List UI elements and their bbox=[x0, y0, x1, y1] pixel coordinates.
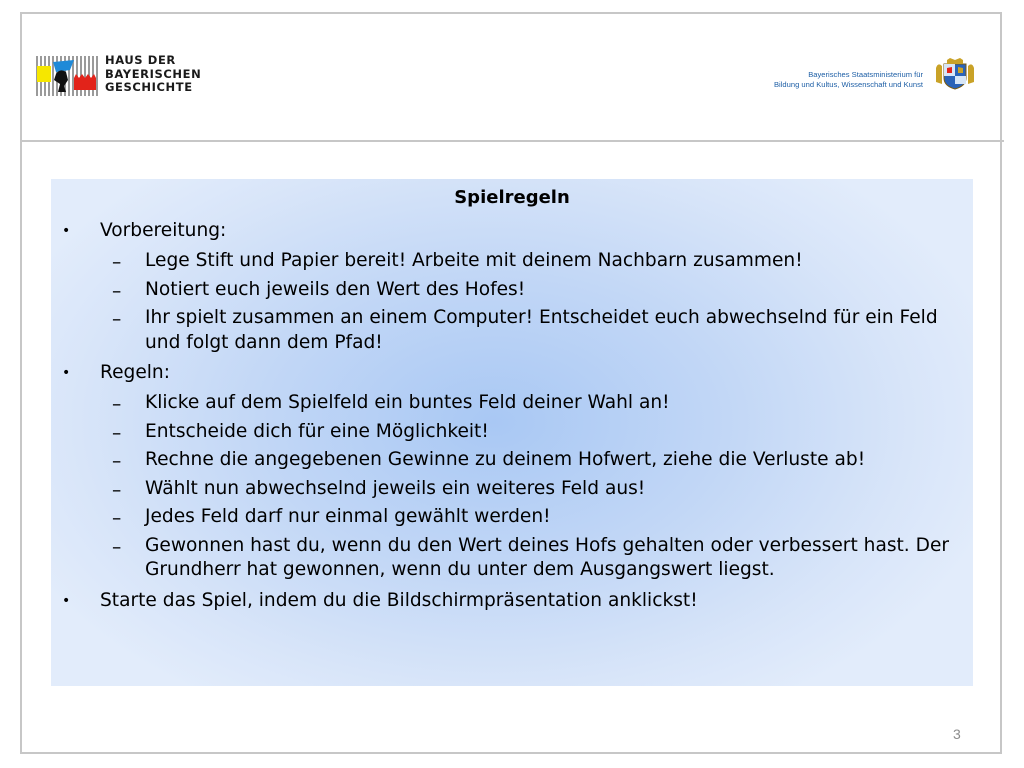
dash-icon: – bbox=[112, 280, 122, 302]
list-item bbox=[51, 477, 973, 502]
dash-icon: – bbox=[112, 536, 122, 558]
list-item bbox=[51, 448, 973, 473]
logo-line-3: GESCHICHTE bbox=[105, 80, 193, 94]
list-item-text: Notiert euch jeweils den Wert des Hofes! bbox=[145, 278, 526, 300]
list-item-text: Jedes Feld darf nur einmal gewählt werden! bbox=[145, 506, 551, 527]
ministry-line-2: Bildung und Kultus, Wissenschaft und Kunst bbox=[773, 80, 923, 89]
logo-line-2: BAYERISCHEN bbox=[105, 66, 202, 81]
list-item bbox=[51, 534, 973, 583]
slide-number: 3 bbox=[953, 726, 961, 742]
ministry-line-1: Bayerisches Staatsministerium für bbox=[808, 70, 923, 79]
hdbg-logo-text bbox=[105, 54, 225, 95]
dash-icon: – bbox=[112, 309, 122, 330]
ministry-name bbox=[774, 70, 923, 90]
list-item bbox=[51, 278, 973, 303]
section-preparation bbox=[51, 217, 973, 245]
list-item bbox=[51, 505, 973, 530]
list-item-text: Lege Stift und Papier bereit! Arbeite mit deinem Nachbarn zusammen! bbox=[145, 250, 803, 271]
section-start bbox=[51, 587, 973, 615]
dash-icon: – bbox=[112, 508, 122, 529]
section-label: Regeln: bbox=[100, 362, 170, 383]
bullet-icon: • bbox=[62, 365, 71, 381]
list-item bbox=[51, 306, 973, 355]
header-divider bbox=[20, 140, 1004, 142]
rules-list bbox=[51, 217, 973, 619]
list-item-text: Entscheide dich für eine Möglichkeit! bbox=[145, 420, 489, 442]
list-item-text: Klicke auf dem Spielfeld ein buntes Feld deiner Wahl an! bbox=[145, 392, 670, 413]
list-item-text: Ihr spielt zusammen an einem Computer! Entscheidet euch abwechselnd für ein Feld und folgt dann dem Pfad! bbox=[145, 307, 938, 353]
section-label: Vorbereitung: bbox=[100, 220, 227, 241]
section-label: Starte das Spiel, indem du die Bildschirmpräsentation anklickst! bbox=[100, 589, 698, 611]
list-item-text: Rechne die angegebenen Gewinne zu deinem Hofwert, ziehe die Verluste ab! bbox=[145, 449, 866, 470]
bullet-icon: • bbox=[62, 592, 71, 609]
dash-icon: – bbox=[112, 394, 122, 415]
dash-icon: – bbox=[112, 422, 122, 444]
list-item bbox=[51, 249, 973, 274]
hdbg-logo bbox=[36, 54, 206, 96]
hdbg-logo-icon bbox=[36, 56, 98, 96]
panel-title: Spielregeln bbox=[454, 187, 570, 208]
bavarian-coat-of-arms-icon bbox=[932, 58, 978, 90]
dash-icon: – bbox=[112, 451, 122, 472]
list-item bbox=[51, 420, 973, 445]
list-item-text: Gewonnen hast du, wenn du den Wert deines Hofs gehalten oder verbessert hast. Der Grundherr hat gewonnen, wenn du unter dem Ausgangswert liegst. bbox=[145, 534, 950, 580]
bullet-icon: • bbox=[62, 223, 71, 239]
logo-line-1: HAUS DER bbox=[105, 53, 176, 67]
dash-icon: – bbox=[112, 252, 122, 273]
rules-panel bbox=[51, 179, 973, 686]
list-item bbox=[51, 391, 973, 416]
section-rules bbox=[51, 359, 973, 387]
dash-icon: – bbox=[112, 479, 122, 501]
list-item-text: Wählt nun abwechselnd jeweils ein weiteres Feld aus! bbox=[145, 477, 646, 499]
